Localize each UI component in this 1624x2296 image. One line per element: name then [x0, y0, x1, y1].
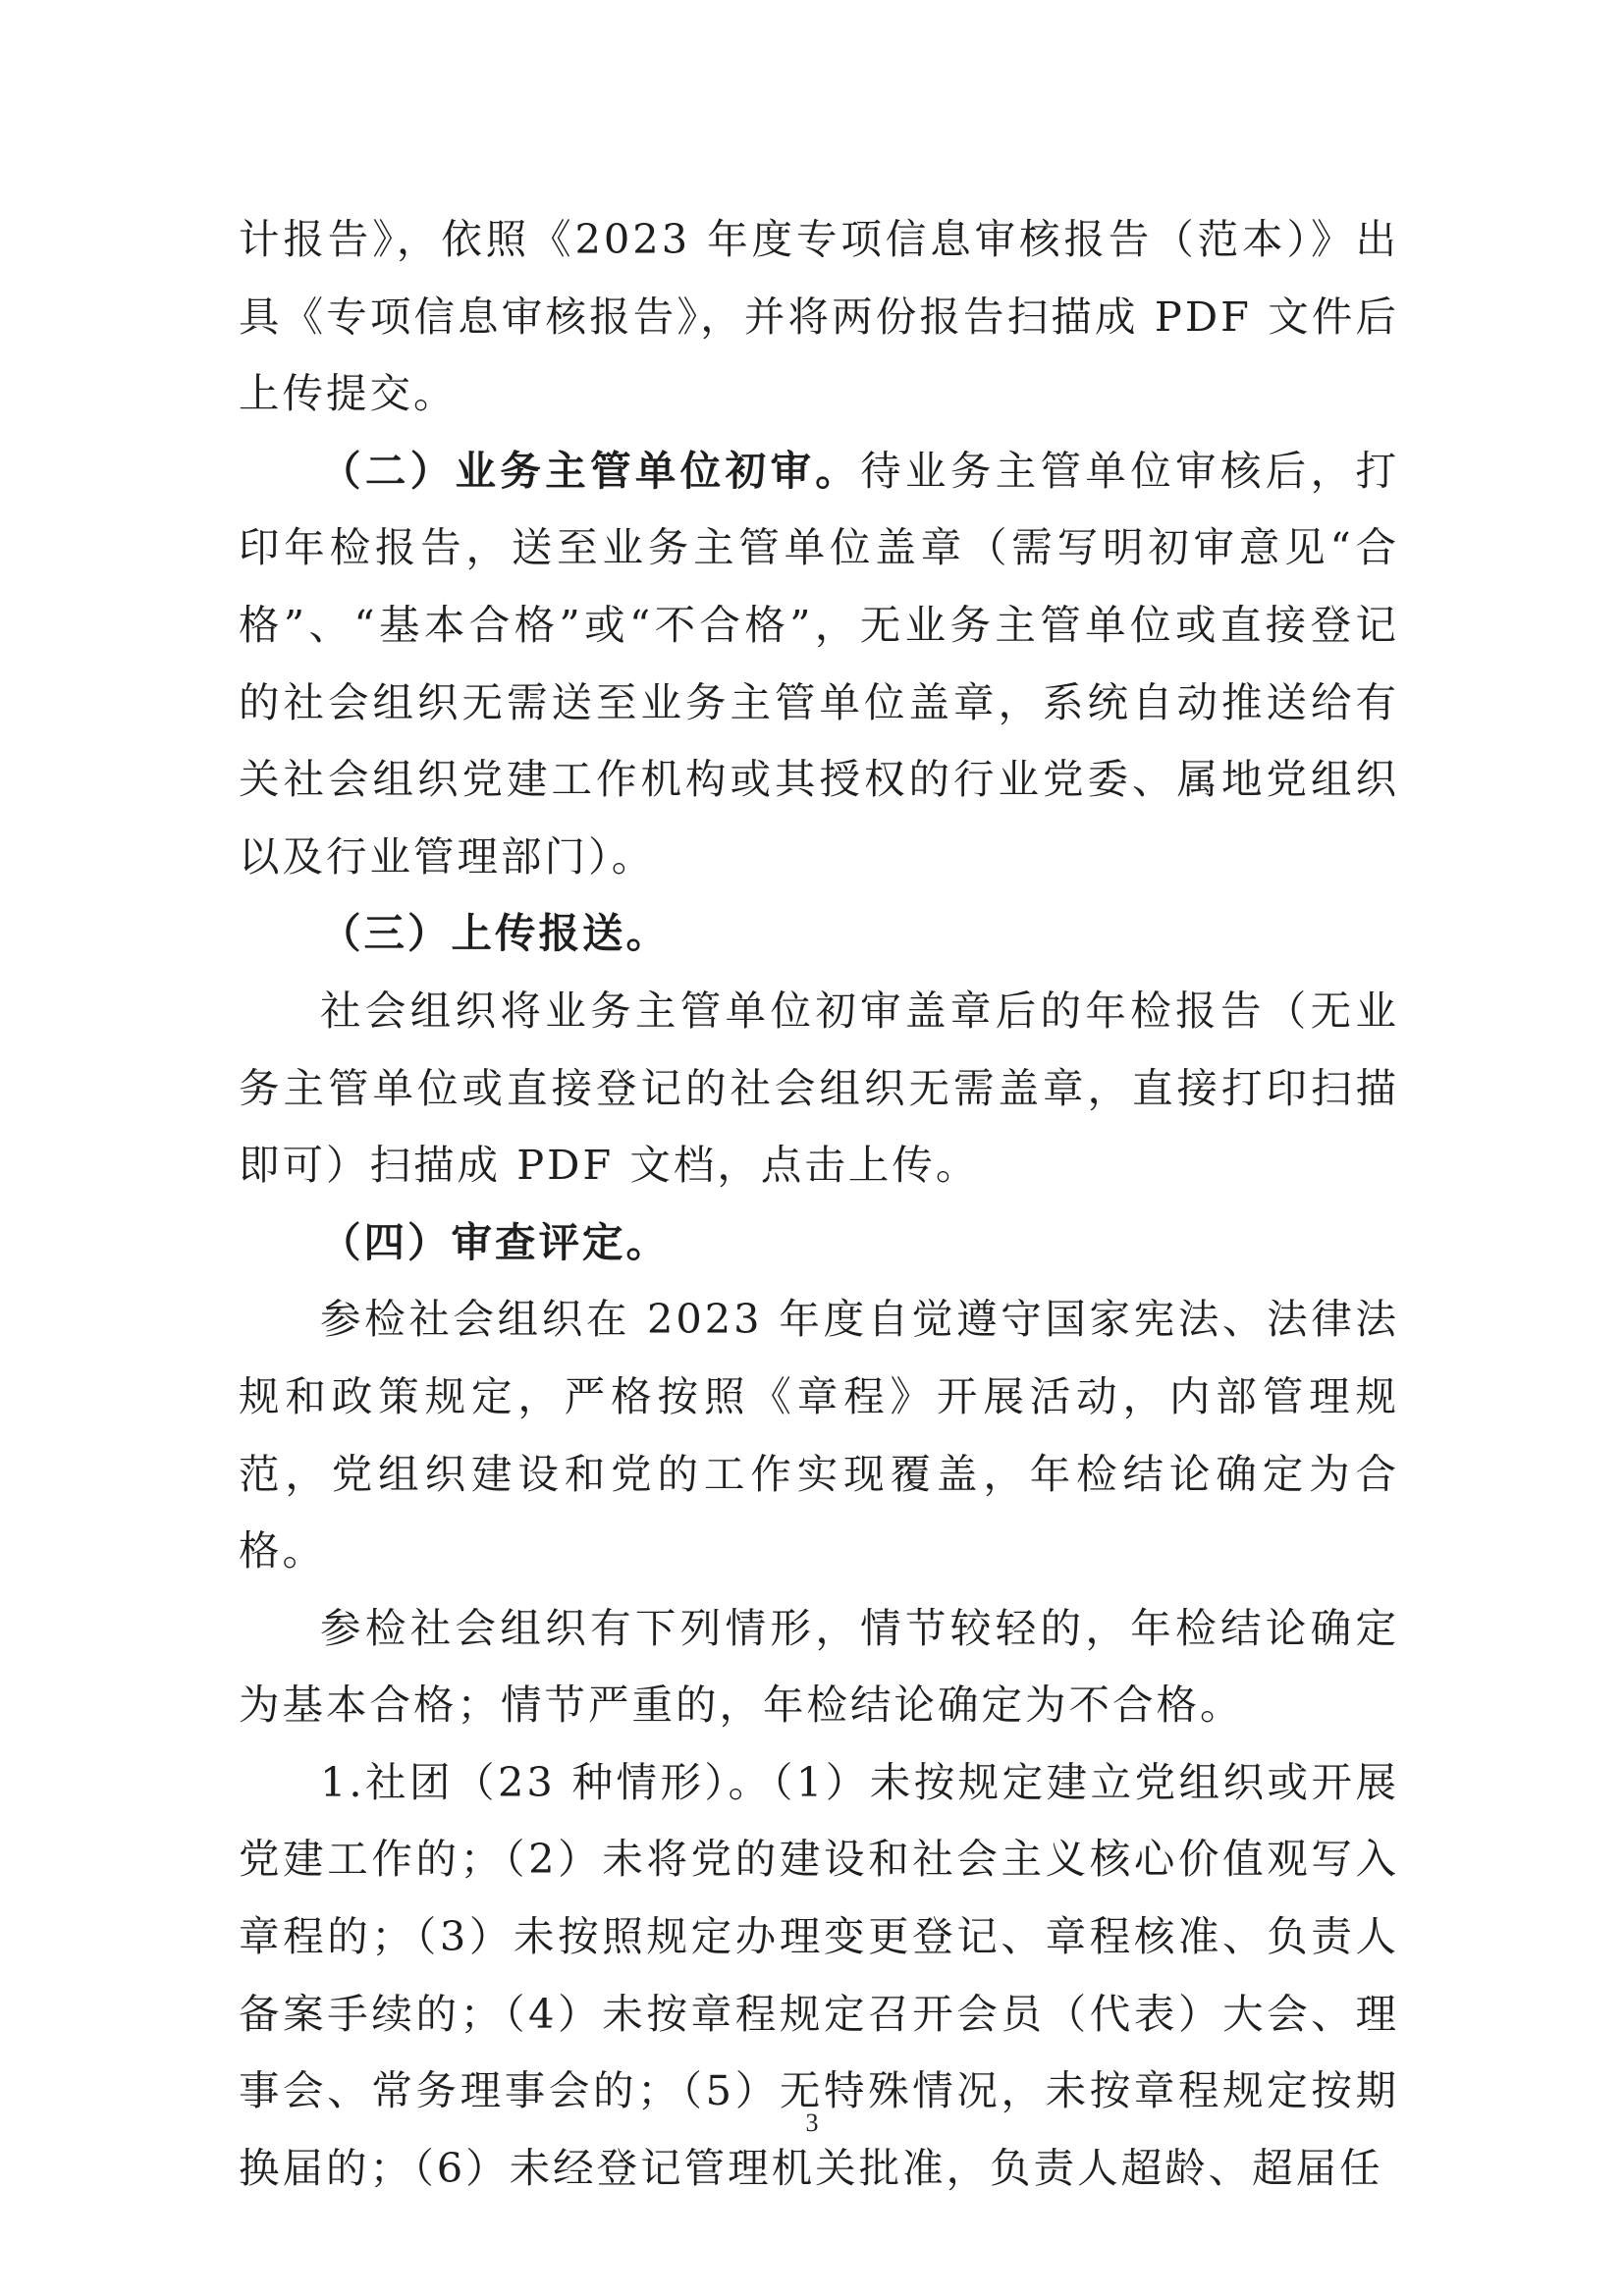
paragraph-review-heading [239, 1204, 1399, 1282]
paragraph-continuation [239, 201, 1399, 433]
paragraph-text: 待业务主管单位审核后，打印年检报告，送至业务主管单位盖章（需写明初审意见“合格”、“基本合格”或“不合格”，无业务主管单位或直接登记的社会组织无需送至业务主管单位盖章，系统自动推送给有关社会组织党建工作机构或其授权的行业党委、属地党组织以及行业管理部门）。 [239, 446, 1399, 881]
paragraph-upload [239, 973, 1399, 1204]
section-heading-4: （四）审查评定。 [320, 1217, 671, 1266]
paragraph-upload-heading [239, 895, 1399, 973]
document-body [239, 201, 1399, 2207]
paragraph-text: 社会组织将业务主管单位初审盖章后的年检报告（无业务主管单位或直接登记的社会组织无需盖章，直接打印扫描即可）扫描成 PDF 文档，点击上传。 [239, 986, 1399, 1190]
paragraph-conditions [239, 1590, 1399, 1744]
section-heading-3: （三）上传报送。 [320, 909, 671, 958]
section-heading-2: （二）业务主管单位初审。 [320, 446, 861, 495]
paragraph-qualified [239, 1281, 1399, 1589]
paragraph-preliminary-review [239, 433, 1399, 896]
paragraph-text: 计报告》，依照《2023 年度专项信息审核报告（范本）》出具《专项信息审核报告》，并将两份报告扫描成 PDF 文件后上传提交。 [239, 215, 1399, 418]
paragraph-text: 参检社会组织有下列情形，情节较轻的，年检结论确定为基本合格；情节严重的，年检结论确定为不合格。 [239, 1603, 1399, 1730]
paragraph-text: 参检社会组织在 2023 年度自觉遵守国家宪法、法律法规和政策规定，严格按照《章程》开展活动，内部管理规范，党组织建设和党的工作实现覆盖，年检结论确定为合格。 [239, 1295, 1399, 1575]
page-number: 3 [805, 2109, 819, 2137]
paragraph-text: 1.社团（23 种情形）。（1）未按规定建立党组织或开展党建工作的；（2）未将党的建设和社会主义核心价值观写入章程的；（3）未按照规定办理变更登记、章程核准、负责人备案手续的；（4）未按章程规定召开会员（代表）大会、理事会、常务理事会的；（5）无特殊情况，未按章程规定按期换届的；（6）未经登记管理机关批准，负责人超龄、超届任 [239, 1757, 1399, 2192]
